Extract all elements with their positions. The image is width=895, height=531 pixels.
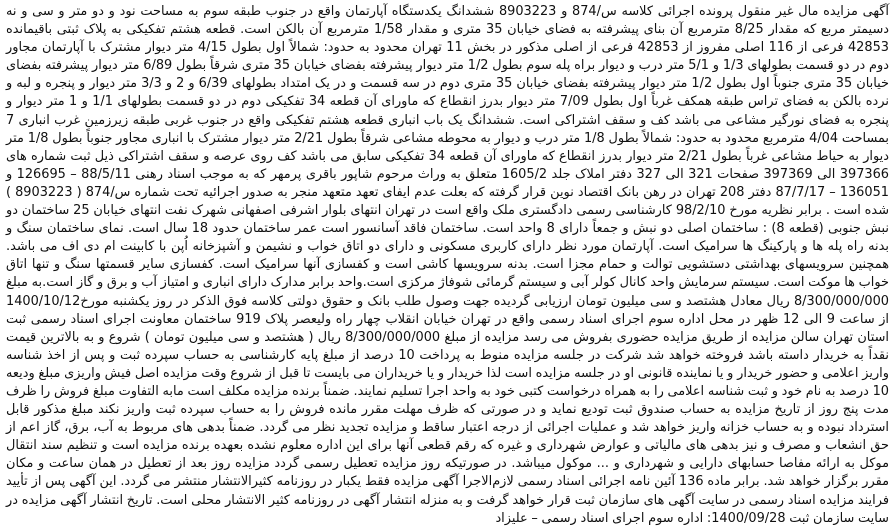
auction-notice-text: آگهی مزایده مال غیر منقول پرونده اجرائی کلاسه س/874 و 8903223 ششدانگ یکدستگاه آپارتمان واقع در جنوب طبقه سوم به مساحت نود و دو متر و سی و نه دسیمتر مربع که مقدار 8/25 مترمربع آن بنای پیشرفته به فضای خیابان 35 متری و مقدار 1/58 مترمربع آن بالکن است. قطعه هشتم تفکیکی به پلاک ثبتی باقیمانده 42853 فرعی از 116 اصلی مفروز از 42853 فرعی از اصلی مذکور در بخش 11 تهران محدود به حدود: شمالاً اول بطول 4/15 متر دیوار مشترک با آپارتمان مجاور دوم در دو قسمت بطولهای 1/3 و 5/1 متر درب و دیوار براه پله سوم بطول 1/2 متر دیوار پیشرفته بفضای خیابان 35 متری شرقاً بطول 6/89 متر دیوار پیشرفته بفضای خیابان 35 متری جنوباً اول بطول 1/2 متر دیوار پیشرفته بفضای خیابان 35 متری دوم در سه قسمت و در یک امتداد بطولهای 6/39 و 2 و 3/3 متر دیوار و پنجره و لبه و نرده بالکن به فضای تراس طبقه همکف غرباً اول بطول 7/09 متر دیوار بدرز انقطاع که ماورای آن قطعه 34 تفکیکی دوم در دو قسمت بطولهای 1/1 و 1 متر دیوار و پنجره به فضای نورگیر مشاعی می باشد کف و سقف اشتراکی است. ششدانگ یک باب انباری قطعه هشتم تفکیکی واقع در جنوب غربی طبقه زیرزمین غرب انباری 7 بمساحت 4/04 مترمربع محدود به حدود: شمالاً بطول 1/8 متر درب و دیوار به محوطه مشاعی شرقاً بطول 2/21 متر دیوار مشترک با انباری مجاور جنوباً بطول 1/8 متر دیوار به حیاط مشاعی غرباً بطول 2/21 متر دیوار بدرز انقطاع که ماورای آن قطعه 34 تفکیکی سابق می باشد کف روی عرصه و سقف اشتراکی ذیل ثبت شماره های 397366 الی 397369 صفحات 321 الی 327 دفتر املاک جلد 1605/2 متعلق به وراث مرحوم شاپور باقری پرمهر که به موجب اسناد رهنی 88/5/11 – 126695 و 136051 – 87/7/17 دفتر 208 تهران در رهن بانک اقتصاد نوین قرار گرفته که بعلت عدم ایفای تعهد متعهد منجر به صدور اجرائیه تحت شماره س/874 ( 8903223 ) شده است . برابر نظریه مورخ 98/2/10 کارشناسی رسمی دادگستری ملک واقع است در تهران انتهای بلوار اشرفی اصفهانی شهرک نفت انتهای خیابان 25 ساختمان دو نبش جنوبی (قطعه 8) : ساختمان اصلی دو نبش و جمعاً دارای 8 واحد است. ساختمان فاقد آسانسور است عمر ساختمان حدود 18 سال است. نمای ساختمان سنگ و بدنه راه پله ها و پارکینگ ها سرامیک است. آپارتمان مورد نظر دارای کاربری مسکونی و دارای دو اتاق خواب و نشیمن و آشپزخانه اُپن با کابینت ام دی اف می باشد. همچنین سرویسهای بهداشتی دستشویی توالت و حمام مجزا است. بدنه سرویسها کاشی است و کفسازی آنها سرامیک است. کفسازی سایر قسمتها سنگ و تنها اتاق خواب ها موکت است. سیستم سرمایش واحد کانال کولر آبی و سیستم گرمائی شوفاژ مرکزی است.واحد برابر مدارک دارای انباری و امتیاز آب و برق و گاز است.به مبلغ 8/300/000/000 ریال معادل هشتصد و سی میلیون تومان ارزیابی گردیده جهت وصول طلب بانک و حقوق دولتی کلاسه فوق الذکر در روز یکشنبه مورخ1400/10/12 از ساعت 9 الی 12 ظهر در محل اداره سوم اجرای اسناد رسمی واقع در تهران خیابان انقلاب چهار راه ولیعصر پلاک 919 ساختمان معاونت اجرای اسناد رسمی ثبت استان تهران سالن مزایده از طریق مزایده حضوری بفروش می رسد مزایده از مبلغ 8/300/000/000 ریال ( هشتصد و سی میلیون تومان ) شروع و به بالاترین قیمت نقداً به خریدار داسته باشد فروخته خواهد شد شرکت در جلسه مزایده منوط به پرداخت 10 درصد از مبلغ پایه کارشناسی به حساب سپرده ثبت و پس از اخذ شناسه واریز اعلامی و حضور خریدار و یا نماینده قانونی او در جلسه مزایده است لذا خریدار و یا خریداران می بایست تا قبل از شروع وقت مزایده اصل فیش واریزی مبلغ ودیعه 10 درصد به نام خود و ثبت شناسه اعلامی را به همراه درخواست کتبی خود به واحد اجرا تسلیم نمایند. ضمناً برنده مزایده مکلف است مابه التفاوت مبلغ فروش را ظرف مدت پنج روز از تاریخ مزایده به حساب صندوق ثبت تودیع نماید و در صورتی که ظرف مهلت مقرر مانده فروش را به حساب سپرده ثبت واریز نکند مبلغ مذکور قابل استرداد نبوده و به حساب خزانه واریز خواهد شد و عملیات اجرائی از درجه اعتبار ساقط و مزایده تجدید نظر می گردد. ضمناً بدهی های مربوط به آب، برق، گاز اعم از حق انشعاب و مصرف و نیز بدهی های مالیاتی و عوارض شهرداری و غیره که رقم قطعی آنها برای این اداره معلوم نشده بعهده برنده مزایده است و تنظیم سند انتقال موکل به ارائه مفاصا حسابهای دارایی و شهرداری و ... موکول میباشد. در صورتیکه روز مزایده تعطیل رسمی گردد مزایده روز بعد از تعطیل در همان ساعت و مکان مقرر برگزار خواهد شد. برابر ماده 136 آئین نامه اجرائی اسناد رسمی لازم‌الاجرا آگهی مزایده فقط یکبار در روزنامه کثیرالانتشار منتشر می گردد. این آگهی پس از تأیید فرایند مزایده اسناد رسمی در سایت آگهی های سازمان ثبت قرار خواهد گرفت و به منزله انتشار آگهی در روزنامه کثیر الانتشار محلی است. تاریخ انتشار آگهی مزایده در سایت سازمان ثبت 1400/09/28: اداره سوم اجرای اسناد رسمی – علیزاد [6, 4, 890, 526]
